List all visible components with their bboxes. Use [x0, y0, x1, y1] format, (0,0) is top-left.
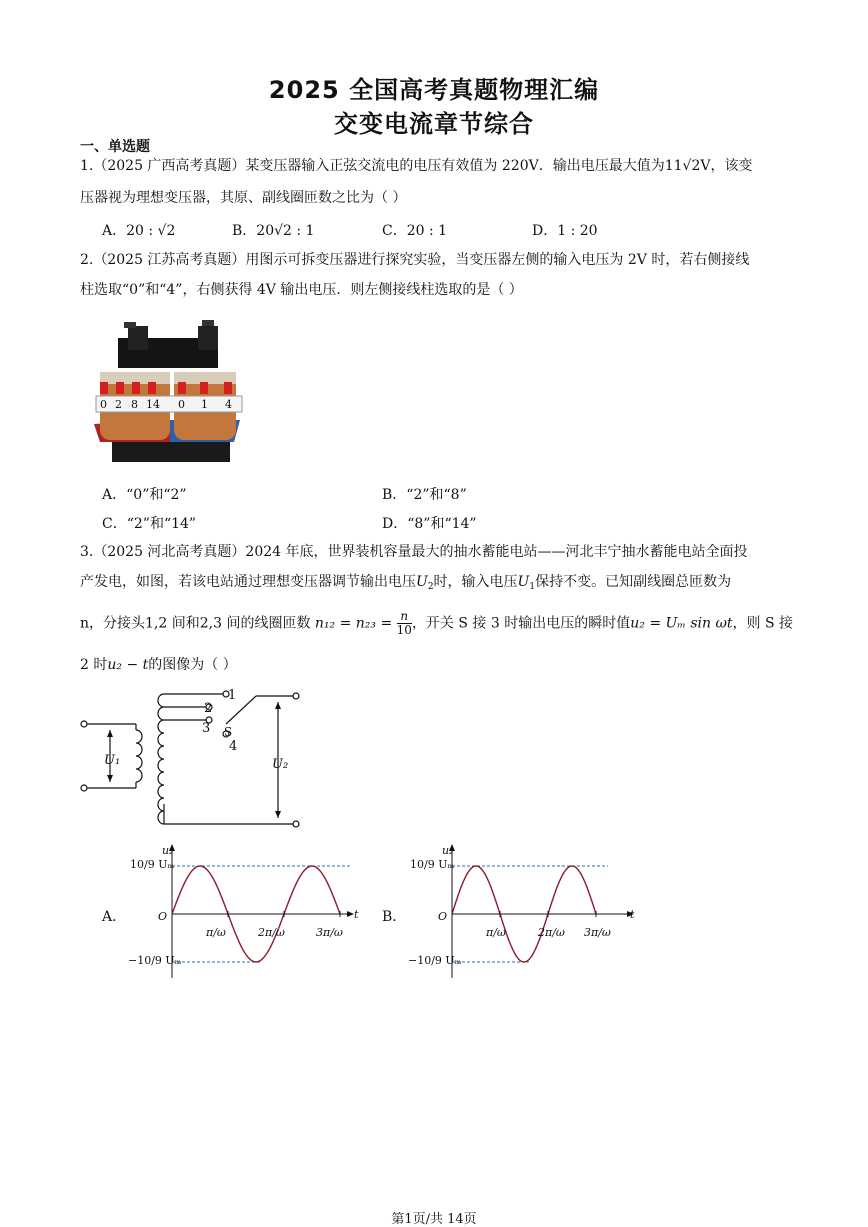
origin-label: O: [438, 910, 448, 923]
option-key: D．: [532, 223, 558, 239]
option-key: B．: [382, 487, 407, 503]
turns-fraction: $\frac{n}{10}$: [396, 609, 412, 637]
ymin-label: −10/9 Uₘ: [128, 954, 182, 967]
terminal-post: [132, 382, 140, 394]
q3-option-b-key[interactable]: B．: [382, 909, 407, 925]
transformer-photo: [90, 316, 250, 466]
page-subtitle: 交变电流章节综合: [334, 110, 534, 138]
q1-option-b[interactable]: [232, 220, 314, 240]
q3-line3: [80, 610, 792, 637]
knob-left: [124, 322, 136, 328]
graph-a: [128, 842, 368, 982]
q3-text: 的图像为（ ）: [148, 657, 237, 673]
voltage-formula: u₂ = Uₘ sin ωt: [630, 615, 733, 632]
q3-text: 产发电，如图，若该电站通过理想变压器调节输出电压: [80, 574, 416, 590]
page-title: 2025 全国高考真题物理汇编: [268, 76, 600, 104]
option-key: C．: [102, 516, 127, 532]
tick-label: 3π/ω: [584, 926, 611, 939]
option-key: A．: [102, 223, 127, 239]
q1-option-a[interactable]: [102, 220, 175, 240]
option-key: D．: [382, 516, 408, 532]
terminal-post: [200, 382, 208, 394]
q3-text: ，开关 S 接 3 时输出电压的瞬时值: [411, 615, 631, 632]
q2-option-a[interactable]: [102, 484, 187, 504]
q3-line2: 产发电，如图，若该电站通过理想变压器调节输出电压$U_2$时，输入电压$U_1$保持不变。已知副线圈总匝数为: [80, 574, 732, 592]
q1-line1: [80, 158, 792, 174]
tick-label: π/ω: [486, 926, 506, 939]
q3-text: ，则 S 接: [732, 615, 794, 632]
x-axis-label: t: [630, 908, 635, 921]
x-axis-arrow: [347, 911, 354, 917]
q3-text: 时，输入电压: [433, 574, 518, 590]
terminal-label: 2: [115, 398, 122, 411]
u2-label: U₂: [272, 757, 289, 772]
terminal-label: 14: [146, 398, 160, 411]
q3-text: n，分接头1,2 间和2,3 间的线圈匝数: [80, 615, 311, 632]
tick-label: π/ω: [206, 926, 226, 939]
u1-symbol: U: [517, 574, 530, 590]
terminal-post: [148, 382, 156, 394]
option-text: 20 : √2: [126, 223, 176, 239]
terminal-label: 8: [131, 398, 138, 411]
tap-label: 2: [204, 701, 213, 716]
tick-label: 2π/ω: [538, 926, 565, 939]
option-text: “8”和“14”: [407, 516, 477, 532]
terminal-post: [178, 382, 186, 394]
terminal-label: 1: [201, 398, 208, 411]
x-axis-label: t: [354, 908, 359, 921]
transformer-circuit: [76, 684, 316, 836]
terminal-label: 0: [100, 398, 107, 411]
terminal-post: [100, 382, 108, 394]
option-key: A．: [102, 487, 127, 503]
q3-line4: [80, 657, 792, 673]
q2-option-d[interactable]: [382, 513, 477, 533]
tick-label: 3π/ω: [316, 926, 343, 939]
option-text: “2”和“8”: [406, 487, 467, 503]
option-text: 20 : 1: [406, 223, 448, 239]
q2-line2: 柱选取“0”和“4”，右侧获得 4V 输出电压．则左侧接线柱选取的是（ ）: [80, 282, 523, 298]
terminal-label: 0: [178, 398, 185, 411]
turns-equation: n₁₂ = n₂₃ =: [314, 615, 393, 632]
page-number: 第1页/共 14页: [391, 1212, 477, 1227]
q1-value: 11√2V: [664, 158, 711, 174]
u1-label: U₁: [104, 753, 121, 768]
option-text: 1 : 20: [557, 223, 598, 239]
q3-line1: 3.（2025 河北高考真题）2024 年底，世界装机容量最大的抽水蓄能电站——河北丰宁抽水蓄能电站全面投: [80, 544, 748, 560]
graph-b: [408, 842, 648, 982]
option-key: C．: [382, 223, 407, 239]
transformer-base: [112, 442, 230, 462]
option-key: B．: [232, 223, 257, 239]
core-post-left: [128, 326, 148, 350]
origin-label: O: [158, 910, 168, 923]
terminal-post: [116, 382, 124, 394]
q1-option-c[interactable]: [382, 220, 447, 240]
y-axis-label: u₂: [162, 844, 174, 857]
option-text: 20√2 : 1: [256, 223, 315, 239]
tap-label: 4: [229, 739, 238, 754]
knob-right: [202, 320, 214, 326]
graph-formula: u₂ − t: [107, 657, 149, 673]
terminal-post: [224, 382, 232, 394]
u2-symbol: U: [416, 574, 428, 590]
option-text: “2”和“14”: [126, 516, 197, 532]
q1-stem-a: 1.（2025 广西高考真题）某变压器输入正弦交流电的电压有效值为 220V．输出电压最大值为: [80, 158, 665, 174]
option-text: “0”和“2”: [126, 487, 187, 503]
section-heading: 一、单选题: [80, 139, 150, 155]
ymax-label: 10/9 Uₘ: [410, 858, 455, 871]
q1-option-d[interactable]: [532, 220, 598, 240]
tap-label: 3: [202, 721, 211, 736]
q3-text: 2 时: [80, 657, 108, 673]
tap-label: 1: [228, 688, 237, 703]
ymin-label: −10/9 Uₘ: [408, 954, 462, 967]
y-axis-label: u₂: [442, 844, 454, 857]
q2-line1: 2.（2025 江苏高考真题）用图示可拆变压器进行探究实验，当变压器左侧的输入电压为 2V 时，若右侧接线: [80, 252, 750, 268]
q2-option-c[interactable]: [102, 513, 196, 533]
q3-text: 保持不变。已知副线圈总匝数为: [535, 574, 732, 590]
terminal-label: 4: [225, 398, 232, 411]
core-post-right: [198, 326, 218, 350]
ymax-label: 10/9 Uₘ: [130, 858, 175, 871]
tick-label: 2π/ω: [258, 926, 285, 939]
switch-label: S: [224, 725, 233, 739]
q1-line2: 压器视为理想变压器，其原、副线圈匝数之比为（ ）: [80, 190, 407, 206]
q3-option-a-key[interactable]: A．: [102, 909, 127, 925]
q2-option-b[interactable]: [382, 484, 467, 504]
q1-stem-b: ，该变: [710, 158, 753, 174]
